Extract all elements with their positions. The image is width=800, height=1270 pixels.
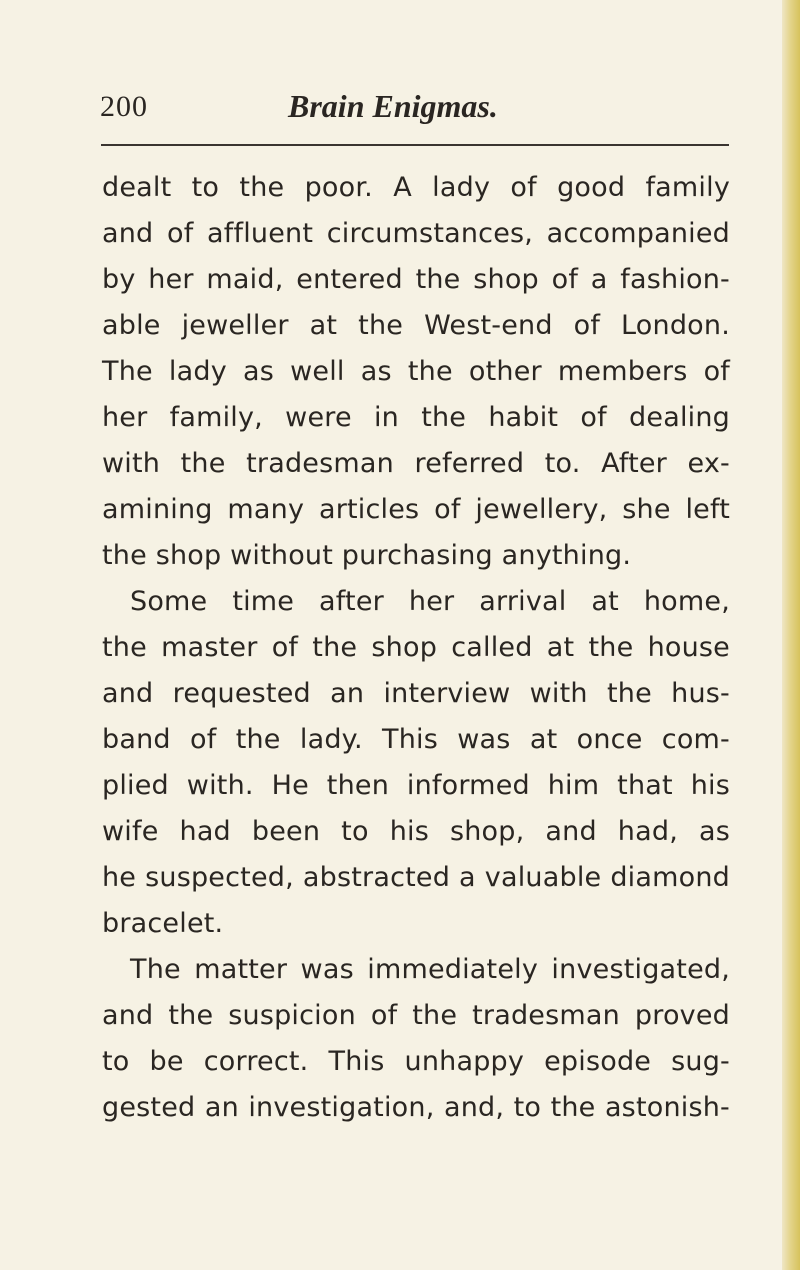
- book-title: Brain Enigmas.: [288, 88, 498, 124]
- text-line: The matter was immediately investigated,: [130, 954, 730, 985]
- text-line: to be correct. This unhappy episode sug-: [102, 1046, 730, 1077]
- text-line: able jeweller at the West-end of London.: [102, 310, 730, 341]
- text-line: the shop without purchasing anything.: [102, 540, 632, 571]
- text-line: gested an investigation, and, to the astonish-: [102, 1092, 730, 1123]
- text-line: the master of the shop called at the house: [102, 632, 730, 663]
- text-line: wife had been to his shop, and had, as: [102, 816, 730, 847]
- text-line: bracelet.: [102, 908, 224, 939]
- page-edge: [782, 0, 800, 1270]
- text-line: dealt to the poor. A lady of good family: [102, 172, 730, 203]
- header-rule: [101, 144, 729, 146]
- text-line: her family, were in the habit of dealing: [102, 402, 730, 433]
- running-head: [100, 90, 740, 130]
- text-line: band of the lady. This was at once com-: [102, 724, 730, 755]
- text-line: The lady as well as the other members of: [102, 356, 730, 387]
- text-line: he suspected, abstracted a valuable diamond: [102, 862, 730, 893]
- text-line: plied with. He then informed him that his: [102, 770, 730, 801]
- text-line: Some time after her arrival at home,: [130, 586, 730, 617]
- text-line: by her maid, entered the shop of a fashion-: [102, 264, 730, 295]
- text-line: amining many articles of jewellery, she left: [102, 494, 730, 525]
- text-line: and the suspicion of the tradesman proved: [102, 1000, 730, 1031]
- text-line: with the tradesman referred to. After ex-: [102, 448, 730, 479]
- page-number: 200: [100, 90, 148, 123]
- body-text: [102, 165, 730, 1131]
- text-line: and of affluent circumstances, accompanied: [102, 218, 730, 249]
- text-line: and requested an interview with the hus-: [102, 678, 730, 709]
